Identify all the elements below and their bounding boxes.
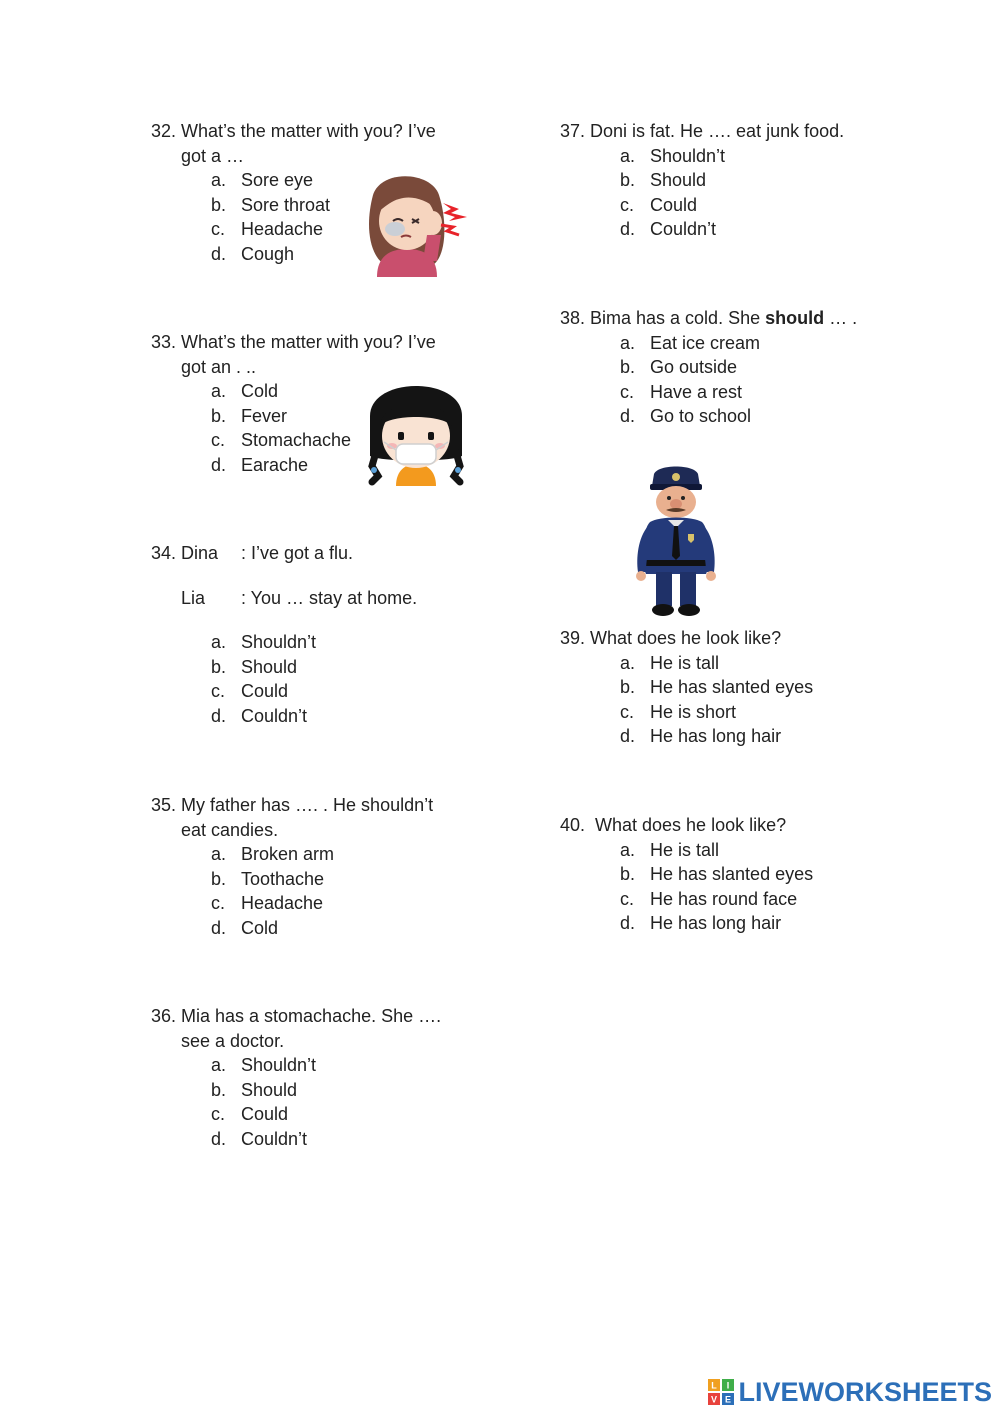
question-number: 40. <box>560 815 586 835</box>
question-number: 35. <box>151 795 177 815</box>
question-number: 33. <box>151 332 177 352</box>
option-text: Headache <box>241 219 324 239</box>
option-b[interactable] <box>620 355 857 380</box>
option-letter: b. <box>620 170 636 190</box>
option-c[interactable] <box>211 679 316 704</box>
option-text: He has round face <box>650 888 798 909</box>
option-letter: b. <box>211 656 227 677</box>
option-text: Shouldn’t <box>650 145 726 166</box>
question-40-options <box>560 838 813 936</box>
question-38-stem <box>560 306 857 331</box>
option-letter: a. <box>211 1055 227 1075</box>
question-number: 36. <box>151 1006 177 1026</box>
option-b[interactable] <box>620 862 813 887</box>
option-letter: b. <box>620 357 636 377</box>
option-a[interactable] <box>211 1053 441 1078</box>
option-text: Sore throat <box>241 194 331 215</box>
question-36 <box>151 1004 441 1151</box>
option-letter: c. <box>211 681 226 701</box>
option-c[interactable] <box>620 700 813 725</box>
question-36-stem-continued: see a doctor. <box>181 1030 285 1051</box>
option-c[interactable] <box>211 891 433 916</box>
option-text: He has slanted eyes <box>650 864 814 884</box>
option-text: Eat ice cream <box>650 332 761 353</box>
question-35 <box>151 793 433 940</box>
question-32-stem <box>151 119 436 144</box>
option-text: He is short <box>650 701 737 722</box>
question-text-emphasis: should <box>765 308 825 328</box>
speaker-name: Lia <box>181 588 206 608</box>
question-33-stem <box>151 330 436 355</box>
question-33-stem-continued: got an . .. <box>181 356 257 377</box>
svg-text:I: I <box>727 1380 730 1391</box>
option-a[interactable] <box>620 331 857 356</box>
question-32-stem-continued: got a … <box>181 145 245 166</box>
option-b[interactable] <box>620 168 844 193</box>
option-letter: d. <box>620 219 636 239</box>
option-letter: d. <box>211 454 227 475</box>
option-text: Fever <box>241 405 288 426</box>
question-text: Mia has a stomachache. She …. <box>181 1006 442 1026</box>
question-text: What does he look like? <box>590 815 787 835</box>
option-letter: a. <box>211 170 227 190</box>
option-letter: b. <box>620 677 636 697</box>
option-text: Could <box>650 194 698 215</box>
question-38-options <box>560 331 857 429</box>
option-a[interactable] <box>211 842 433 867</box>
option-b[interactable] <box>211 1078 441 1103</box>
dialog-text: : You … stay at home. <box>241 588 418 608</box>
option-text: Have a rest <box>650 381 743 402</box>
option-letter: c. <box>211 219 226 239</box>
option-text: Could <box>241 681 289 701</box>
question-number: 34. <box>151 543 177 563</box>
question-37-options <box>560 144 844 242</box>
option-letter: c. <box>620 888 635 909</box>
question-36-options <box>151 1053 441 1151</box>
option-text: Cough <box>241 243 295 264</box>
option-text: He has long hair <box>650 913 782 933</box>
question-35-stem <box>151 793 433 818</box>
option-text: Couldn’t <box>650 219 717 239</box>
option-letter: a. <box>211 844 227 864</box>
option-letter: a. <box>620 332 636 353</box>
option-c[interactable] <box>620 193 844 218</box>
question-text: What’s the matter with you? I’ve <box>181 332 436 352</box>
option-text: Shouldn’t <box>241 632 317 652</box>
option-text: Stomachache <box>241 430 352 450</box>
option-b[interactable] <box>211 867 433 892</box>
option-c[interactable] <box>620 380 857 405</box>
liveworksheets-logo-text: LIVEWORKSHEETS <box>738 1376 992 1407</box>
option-a[interactable] <box>620 144 844 169</box>
question-text: What’s the matter with you? I’ve <box>181 121 436 141</box>
option-text: He is tall <box>650 652 720 673</box>
option-text: Sore eye <box>241 170 314 190</box>
option-text: Couldn’t <box>241 1128 308 1149</box>
question-40 <box>560 813 813 936</box>
liveworksheets-logo[interactable] <box>708 1377 992 1407</box>
option-text: Headache <box>241 893 324 913</box>
option-text: Could <box>241 1104 289 1124</box>
option-letter: c. <box>211 1104 226 1124</box>
option-text: He has slanted eyes <box>650 677 814 697</box>
option-text: Earache <box>241 454 309 475</box>
question-40-stem <box>560 813 813 838</box>
option-letter: d. <box>211 243 227 264</box>
speaker-name: Dina <box>181 543 219 563</box>
option-letter: b. <box>211 194 227 215</box>
question-text-after: … . <box>824 308 858 328</box>
option-letter: c. <box>620 381 635 402</box>
question-39-stem <box>560 626 813 651</box>
option-text: Should <box>650 170 707 190</box>
dialog-line-1 <box>151 541 353 565</box>
girl-wearing-mask-illustration <box>362 366 470 486</box>
option-letter: a. <box>620 839 636 860</box>
question-text: Doni is fat. He …. eat junk food. <box>590 121 845 141</box>
option-letter: d. <box>211 917 227 938</box>
option-text: He is tall <box>650 839 720 860</box>
girl-with-headache-illustration <box>355 165 470 277</box>
option-letter: d. <box>211 1128 227 1149</box>
option-letter: d. <box>620 406 636 426</box>
option-text: Go outside <box>650 357 738 377</box>
question-37 <box>560 119 844 242</box>
option-letter: b. <box>211 1079 227 1100</box>
svg-text:L: L <box>711 1380 718 1391</box>
option-letter: a. <box>211 381 227 401</box>
option-d[interactable] <box>211 1127 441 1152</box>
option-letter: c. <box>620 701 635 722</box>
option-a[interactable] <box>211 630 316 655</box>
liveworksheets-logo-icon <box>708 1379 734 1405</box>
option-letter: a. <box>620 652 636 673</box>
question-35-stem-continued: eat candies. <box>181 819 279 840</box>
option-text: Shouldn’t <box>241 1055 317 1075</box>
question-number: 32. <box>151 121 177 141</box>
option-a[interactable] <box>620 838 813 863</box>
question-39-options <box>560 651 813 749</box>
option-letter: b. <box>211 868 227 889</box>
option-d[interactable] <box>620 911 813 936</box>
option-text: Go to school <box>650 406 752 426</box>
option-d[interactable] <box>620 404 857 429</box>
question-34-options <box>151 630 316 728</box>
option-c[interactable] <box>211 1102 441 1127</box>
option-d[interactable] <box>620 724 813 749</box>
option-b[interactable] <box>211 655 316 680</box>
question-number: 38. <box>560 308 586 328</box>
option-letter: c. <box>211 430 226 450</box>
option-text: Cold <box>241 381 279 401</box>
question-39 <box>560 626 813 749</box>
option-b[interactable] <box>620 675 813 700</box>
option-letter: c. <box>211 893 226 913</box>
option-letter: d. <box>620 726 636 746</box>
question-text: My father has …. . He shouldn’t <box>181 795 434 815</box>
option-text: Couldn’t <box>241 705 308 726</box>
svg-text:E: E <box>725 1394 732 1405</box>
question-37-stem <box>560 119 844 144</box>
option-c[interactable] <box>620 887 813 912</box>
option-d[interactable] <box>211 916 433 941</box>
question-38 <box>560 306 857 429</box>
option-d[interactable] <box>620 217 844 242</box>
option-text: Should <box>241 1079 298 1100</box>
option-text: Toothache <box>241 868 325 889</box>
option-text: He has long hair <box>650 726 782 746</box>
question-36-stem <box>151 1004 441 1029</box>
option-letter: b. <box>211 405 227 426</box>
dialog-text: : I’ve got a flu. <box>241 543 354 563</box>
option-text: Broken arm <box>241 844 335 864</box>
question-35-options <box>151 842 433 940</box>
question-number: 37. <box>560 121 586 141</box>
question-text: What does he look like? <box>590 628 782 648</box>
option-letter: d. <box>211 705 227 726</box>
option-letter: b. <box>620 864 636 884</box>
option-letter: a. <box>620 145 636 166</box>
option-a[interactable] <box>620 651 813 676</box>
option-text: Should <box>241 656 298 677</box>
option-letter: a. <box>211 632 227 652</box>
question-number: 39. <box>560 628 586 648</box>
option-letter: d. <box>620 913 636 933</box>
short-policeman-illustration <box>628 464 724 620</box>
option-d[interactable] <box>211 704 316 729</box>
option-text: Cold <box>241 917 279 938</box>
option-letter: c. <box>620 194 635 215</box>
dialog-line-2 <box>181 586 417 610</box>
question-text-before: Bima has a cold. She <box>590 308 766 328</box>
svg-text:V: V <box>711 1394 718 1405</box>
